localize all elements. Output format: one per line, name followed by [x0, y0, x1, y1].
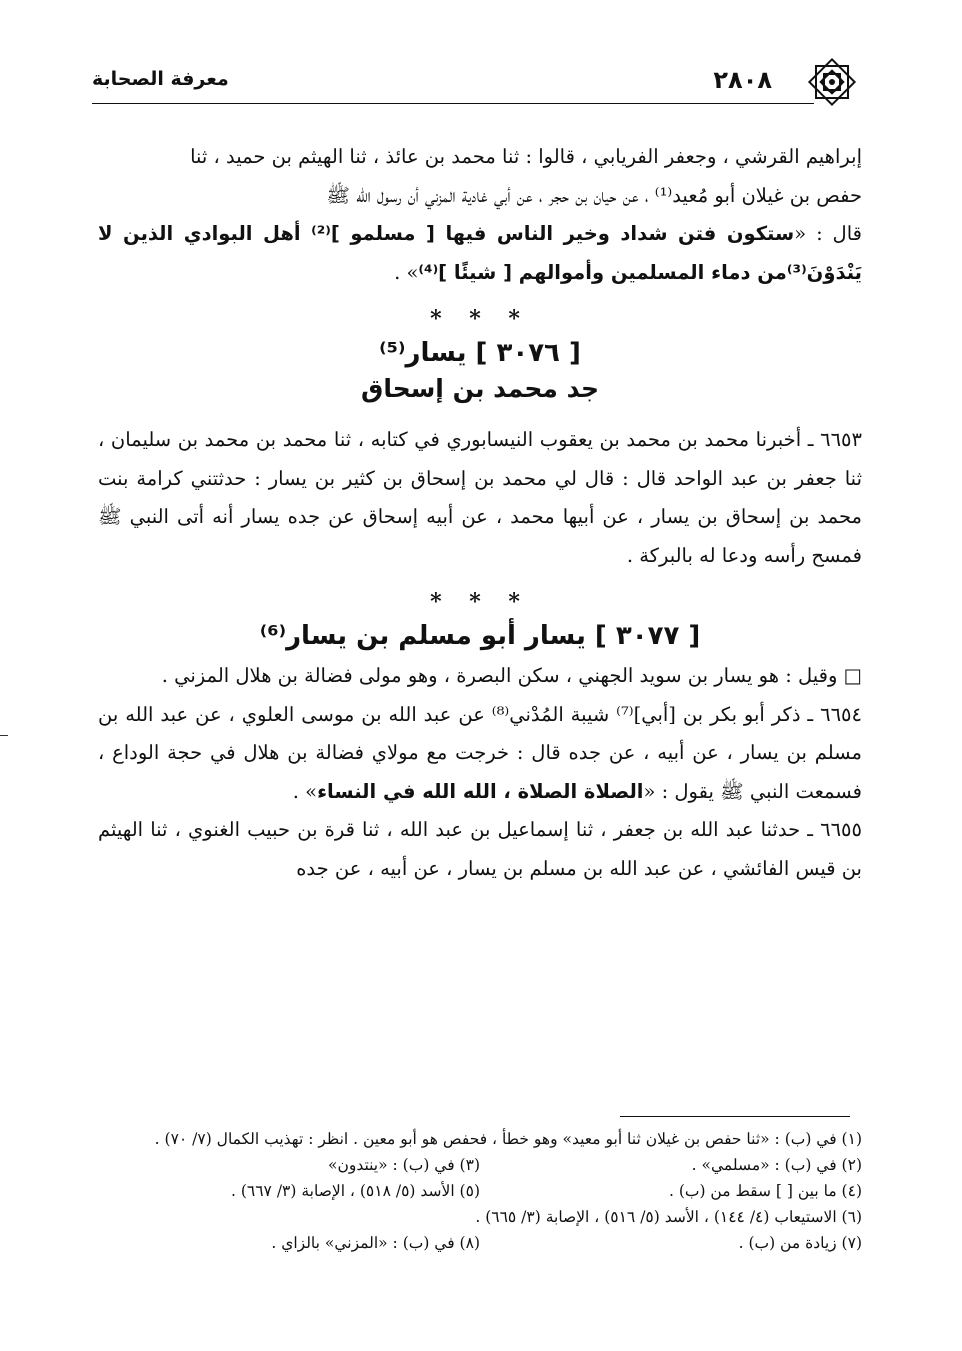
hadith-close: » .	[394, 260, 419, 284]
header-rule	[92, 103, 814, 104]
hadith-quote-continued: من دماء المسلمين وأموالهم [ شيئًا ]⁽⁴⁾	[418, 260, 787, 284]
entry-note: □ وقيل : هو يسار بن سويد الجهني ، سكن البصرة ، وهو مولى فضالة بن هلال المزني .	[161, 664, 862, 687]
footnote-2: (٢) في (ب) : «مسلمي» .	[691, 1156, 862, 1174]
hadith-6654-text: ٦٦٥٤ ـ ذكر أبو بكر بن [أبي]⁽⁷⁾ شيبة المُدْني⁽⁸⁾ عن عبد الله بن موسى العلوي ، عن عبد الله بن مسلم بن يسار ، عن أبيه ، عن جده قال : خرجت مع مولاي فضالة بن هلال في حجة الوداع ، فسمعت النبي ﷺ يقول : «	[98, 702, 862, 803]
footnotes	[98, 1126, 862, 1256]
footnote-1: (١) في (ب) : «ثنا حفص بن غيلان ثنا أبو معيد» وهو خطأ ، فحفص هو أبو معين . انظر : تهذيب الكمال (٧/ ٧٠) .	[154, 1130, 862, 1148]
hadith-6654	[98, 696, 862, 812]
footnote-row	[98, 1178, 862, 1204]
page-number: ٢٨٠٨	[713, 66, 772, 94]
hadith-6654-close: » .	[292, 779, 318, 803]
footnote-8: (٨) في (ب) : «المزني» بالزاي .	[271, 1234, 480, 1252]
page-header	[92, 62, 862, 102]
entry-heading-3077: [ ٣٠٧٧ ] يسار أبو مسلم بن يسار⁽⁶⁾	[259, 621, 701, 651]
text-line: حفص بن غيلان أبو مُعيد⁽¹⁾ ، عن حيان بن حجر ، عن أبي غادية المزني أن رسول الله ﷺ	[326, 183, 862, 207]
section-separator: * * *	[430, 306, 530, 332]
footnote-row	[98, 1152, 862, 1178]
entry-subheading-3076: جد محمد بن إسحاق	[360, 374, 600, 403]
footnote-row	[98, 1230, 862, 1256]
hadith-6653: ٦٦٥٣ ـ أخبرنا محمد بن محمد بن يعقوب النيسابوري في كتابه ، ثنا محمد بن محمد بن سليمان ، ثنا جعفر بن عبد الواحد قال : قال لي محمد بن إسحاق بن كثير بن يسار : حدثتني كرامة بنت محمد بن إسحاق بن يسار ، عن أبيها محمد ، عن أبيه إسحاق عن جده يسار أنه أتى النبي ﷺ فمسح رأسه ودعا له بالبركة .	[98, 428, 862, 567]
footnote-4: (٤) ما بين [ ] سقط من (ب) .	[668, 1182, 862, 1200]
text-line: إبراهيم القرشي ، وجعفر الفريابي ، قالوا : ثنا محمد بن عائذ ، ثنا الهيثم بن حميد ، ثنا	[190, 145, 862, 168]
hadith-6655: ٦٦٥٥ ـ حدثنا عبد الله بن جعفر ، ثنا إسماعيل بن عبد الله ، ثنا قرة بن حبيب الغنوي ، ثنا الهيثم بن قيس الفائشي ، عن عبد الله بن مسلم بن يسار ، عن أبيه ، عن جده	[98, 818, 862, 880]
hadith-quote: ستكون فتن شداد وخير الناس فيها [ مسلمو ]⁽²⁾ أهل البوادي الذين لا يَنْدَوْنَ⁽³⁾	[98, 222, 862, 284]
section-separator: * * *	[430, 589, 530, 615]
running-title: معرفة الصحابة	[92, 68, 229, 90]
hadith-text	[98, 215, 862, 292]
entry-heading-3076: [ ٣٠٧٦ ] يسار⁽⁵⁾	[379, 338, 581, 368]
main-text	[98, 138, 862, 888]
footnote-rule	[620, 1116, 850, 1117]
footnote-7: (٧) زيادة من (ب) .	[738, 1234, 862, 1252]
margin-mark	[0, 735, 8, 736]
hadith-intro: قال : «	[794, 222, 862, 245]
footnote-6: (٦) الاستيعاب (٤/ ١٤٤) ، الأسد (٥/ ٥١٦) ، الإصابة (٣/ ٦٦٥) .	[475, 1208, 862, 1226]
footnote-5: (٥) الأسد (٥/ ٥١٨) ، الإصابة (٣/ ٦٦٧) .	[231, 1182, 480, 1200]
hadith-6654-quote: الصلاة الصلاة ، الله الله في النساء	[317, 779, 644, 803]
footnote-3: (٣) في (ب) : «ينتدون»	[327, 1156, 480, 1174]
